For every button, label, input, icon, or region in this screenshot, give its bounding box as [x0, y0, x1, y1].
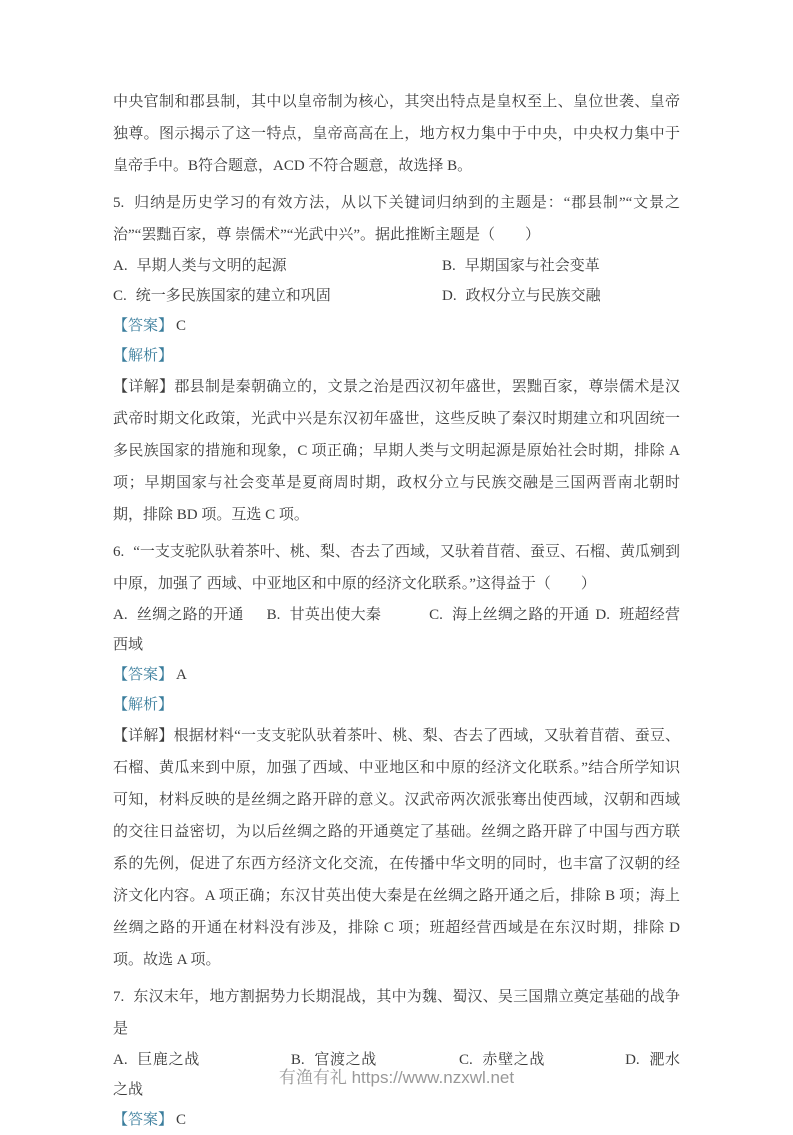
answer-letter: A [176, 667, 187, 683]
option-label: D. [595, 607, 610, 623]
option-label: A. [113, 1052, 128, 1068]
footer-watermark: 有渔有礼 https://www.nzxwl.net [278, 1068, 515, 1087]
exam-page-content [113, 86, 680, 1135]
option-text: 丝绸之路的开通 [136, 607, 244, 623]
option-label: C. [113, 288, 127, 304]
question-6 [113, 536, 680, 976]
answer-label: 【答案】 [113, 1112, 174, 1128]
question-number: 5. [113, 195, 125, 211]
question-7-stem [113, 981, 680, 1045]
option-c [429, 607, 589, 623]
option-label: C. [458, 1052, 473, 1068]
answer-row [113, 311, 680, 341]
answer-row [113, 1105, 680, 1135]
answer-letter: C [176, 318, 187, 334]
answer-letter: C [176, 1112, 187, 1128]
option-text: 巨鹿之战 [136, 1052, 200, 1068]
analysis-label: 【解析】 [113, 348, 174, 364]
option-text: 早期人类与文明的起源 [136, 258, 287, 274]
option-label: B. [442, 258, 456, 274]
option-label: B. [290, 1052, 305, 1068]
detail-paragraph [113, 371, 680, 531]
question-stem-text: 归纳是历史学习的有效方法，从以下关键词归纳到的主题是：“郡县制”“文景之治”“罢黜百家，尊 崇儒术”“光武中兴”。据此推断主题是（ ） [113, 195, 680, 243]
detail-text: 根据材料“一支支驼队驮着茶叶、桃、梨、杏去了西域，又驮着苜蓿、蚕豆、石榴、黄瓜来到中原，加强了西域、中亚地区和中原的经济文化联系。”结合所学知识可知，材料反映的是丝绸之路开辟的意义。汉武帝两次派张骞出使西域，汉朝和西域的交往日益密切，为以后丝绸之路的开通奠定了基础。丝绸之路开辟了中国与西方联系的先例，促进了东西方经济文化交流，在传播中华文明的同时，也丰富了汉朝的经济文化内容。A 项正确；东汉甘英出使大秦是在丝绸之路开通之后，排除 B 项；海上丝绸之路的开通在材料没有涉及，排除 C 项；班超经营西域是在东汉时期，排除 D 项。故选 A 项。 [113, 728, 680, 968]
question-5-options [113, 251, 680, 311]
question-5-stem [113, 187, 680, 251]
option-c [113, 281, 331, 311]
question-number: 7. [113, 989, 125, 1005]
question-6-stem [113, 536, 680, 600]
analysis-label: 【解析】 [113, 697, 174, 713]
detail-paragraph [113, 720, 680, 976]
option-label: B. [266, 607, 281, 623]
option-text: 淝水之战 [113, 1052, 680, 1098]
question-number: 6. [113, 544, 125, 560]
option-spacer [244, 618, 267, 619]
analysis-row [113, 690, 680, 720]
option-b [442, 251, 600, 281]
continuation-paragraph: 中央官制和郡县制，其中以皇帝制为核心，其突出特点是皇权至上、皇位世袭、皇帝独尊。图示揭示了这一特点，皇帝高高在上，地方权力集中于中央，中央权力集中于皇帝手中。B符合题意，ACD 不符合题意，故选择 B。 [113, 94, 680, 174]
answer-label: 【答案】 [113, 667, 174, 683]
option-text: 海上丝绸之路的开通 [451, 607, 590, 623]
detail-text: 郡县制是秦朝确立的，文景之治是西汉初年盛世，罢黜百家，尊崇儒术是汉武帝时期文化政策，光武中兴是东汉初年盛世，这些反映了秦汉时期建立和巩固统一多民族国家的措施和现象，C 项正确；早期人类与文明起源是原始社会时期，排除 A 项；早期国家与社会变革是夏商周时期，政权分立与民族交融是三国两晋南北朝时期，排除 BD 项。互选 C 项。 [113, 379, 680, 523]
answer-label: 【答案】 [113, 318, 174, 334]
option-text: 赤壁之战 [481, 1052, 546, 1068]
option-label: C. [429, 607, 443, 623]
analysis-row [113, 341, 680, 371]
question-stem-text: 东汉末年，地方割据势力长期混战，其中为魏、蜀汉、吴三国鼎立奠定基础的战争是 [113, 989, 680, 1037]
option-row [113, 281, 680, 311]
answer-row [113, 660, 680, 690]
option-label: D. [442, 288, 457, 304]
question-7 [113, 981, 680, 1135]
option-text: 班超经营西域 [113, 607, 680, 653]
question-6-options [113, 600, 680, 660]
option-a [113, 251, 287, 281]
option-text: 甘英出使大秦 [289, 607, 382, 623]
option-a [113, 607, 244, 623]
option-d [442, 281, 601, 311]
option-text: 官渡之战 [313, 1052, 377, 1068]
option-text: 早期国家与社会变革 [464, 258, 600, 274]
option-label: A. [113, 258, 128, 274]
option-text: 政权分立与民族交融 [465, 288, 601, 304]
option-spacer [381, 618, 429, 619]
option-row [113, 251, 680, 281]
option-label: A. [113, 607, 128, 623]
question-5 [113, 187, 680, 531]
option-text: 统一多民族国家的建立和巩固 [135, 288, 331, 304]
detail-label: 【详解】 [113, 728, 174, 744]
option-label: D. [625, 1052, 640, 1068]
option-b [267, 607, 382, 623]
detail-label: 【详解】 [113, 379, 175, 395]
question-stem-text: “一支支驼队驮着茶叶、桃、梨、杏去了西域，又驮着苜蓿、蚕豆、石榴、黄瓜剜到中原，加强了 西域、中亚地区和中原的经济文化联系。”这得益于（ ） [113, 544, 680, 592]
